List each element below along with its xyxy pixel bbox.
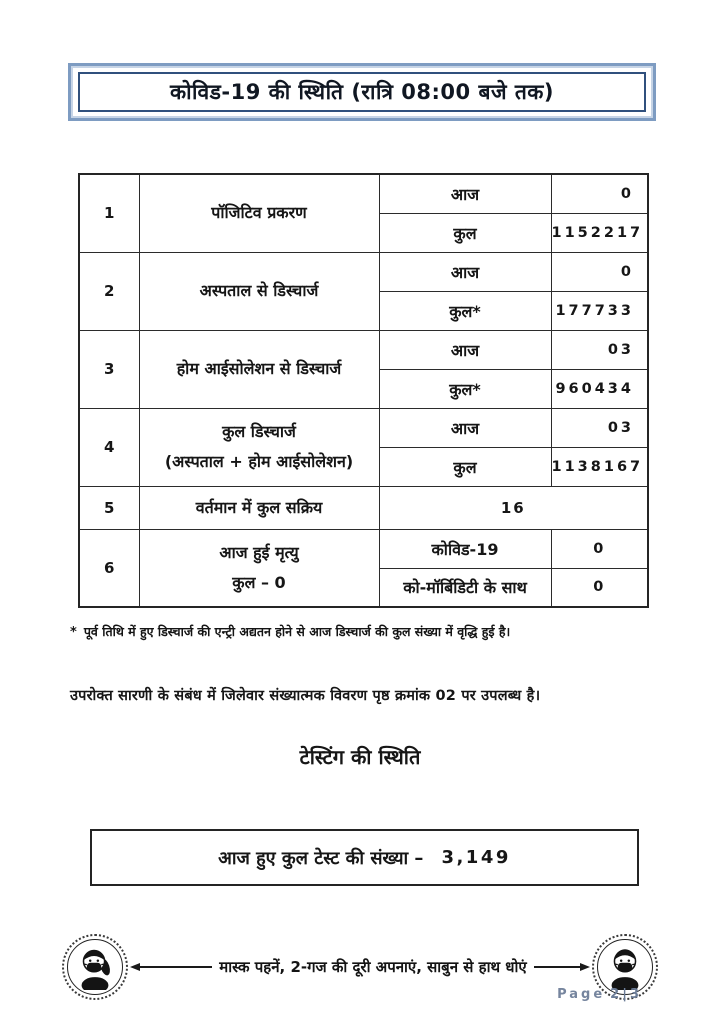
serial-cell: 4 (79, 408, 139, 486)
value-cell: 03 (551, 330, 648, 369)
report-title: कोविड-19 की स्थिति (रात्रि 08:00 बजे तक) (169, 80, 555, 104)
description-cell: वर्तमान में कुल सक्रिय (139, 486, 379, 529)
testing-heading: टेस्टिंग की स्थिति (299, 745, 421, 769)
period-label-cell: आज (379, 408, 551, 447)
period-label-cell: आज (379, 252, 551, 291)
title-box (68, 63, 656, 121)
period-label-cell: को-मॉर्बिडिटी के साथ (379, 568, 551, 607)
table-row (79, 408, 648, 447)
serial-cell: 2 (79, 252, 139, 330)
page-number-label: Page (557, 987, 606, 1002)
period-label-cell: आज (379, 174, 551, 213)
left-arrowhead (130, 963, 140, 971)
description-line-1: आज हुई मृत्यु (219, 542, 299, 562)
description-line-2: कुल – 0 (232, 572, 286, 592)
value-cell: 0 (551, 568, 648, 607)
test-count-box (90, 829, 639, 886)
serial-cell: 1 (79, 174, 139, 252)
page-number-value: 2|3 (610, 987, 642, 1002)
masked-woman-icon-inner (67, 939, 123, 995)
masked-woman-icon (62, 934, 128, 1000)
table-row (79, 486, 648, 529)
value-cell: 1152217 (551, 213, 648, 252)
masked-woman-glyph (72, 944, 118, 990)
serial-cell: 6 (79, 529, 139, 607)
right-arrow-line (534, 966, 580, 969)
test-count-value: 3,149 (441, 847, 511, 868)
value-cell: 03 (551, 408, 648, 447)
table-row (79, 174, 648, 213)
right-arrow-icon (534, 963, 590, 971)
value-cell: 0 (551, 252, 648, 291)
description-line-1: कुल डिस्चार्ज (222, 422, 296, 441)
left-arrow-icon (130, 963, 212, 971)
description-cell (139, 529, 379, 607)
description-cell: पॉजिटिव प्रकरण (139, 174, 379, 252)
table-row (79, 330, 648, 369)
value-cell: 177733 (551, 291, 648, 330)
page-number (557, 987, 642, 1002)
right-arrowhead (580, 963, 590, 971)
period-label-cell: कुल (379, 213, 551, 252)
period-label-cell: कुल* (379, 369, 551, 408)
asterisk-marker: * (70, 625, 77, 640)
description-cell (139, 408, 379, 486)
title-inner-frame (78, 72, 646, 112)
value-cell: 1138167 (551, 447, 648, 486)
value-cell: 0 (551, 529, 648, 568)
serial-cell: 5 (79, 486, 139, 529)
value-cell: 960434 (551, 369, 648, 408)
footer-slogan: मास्क पहनें, 2-गज की दूरी अपनाएं, साबुन से हाथ धोएं (219, 958, 527, 976)
table-row (79, 252, 648, 291)
description-cell: होम आईसोलेशन से डिस्चार्ज (139, 330, 379, 408)
period-label-cell: कुल (379, 447, 551, 486)
district-note: उपरोक्त सारणी के संबंध में जिलेवार संख्यात्मक विवरण पृष्ठ क्रमांक 02 पर उपलब्ध है। (70, 688, 541, 704)
masked-man-glyph (602, 944, 648, 990)
description-cell: अस्पताल से डिस्चार्ज (139, 252, 379, 330)
footnote (70, 623, 656, 640)
footnote-text: पूर्व तिथि में हुए डिस्चार्ज की एन्ट्री अद्यतन होने से आज डिस्चार्ज की कुल संख्या में वृद्धि हुई है। (83, 624, 511, 639)
value-cell: 0 (551, 174, 648, 213)
period-label-cell: कुल* (379, 291, 551, 330)
description-line-2: (अस्पताल + होम आईसोलेशन) (164, 452, 354, 471)
serial-cell: 3 (79, 330, 139, 408)
active-cases-value-cell: 16 (379, 486, 648, 529)
table-row (79, 529, 648, 568)
left-arrow-line (140, 966, 212, 969)
period-label-cell: आज (379, 330, 551, 369)
covid-status-table (78, 173, 649, 608)
test-count-label: आज हुए कुल टेस्ट की संख्या – (218, 847, 424, 869)
period-label-cell: कोविड-19 (379, 529, 551, 568)
